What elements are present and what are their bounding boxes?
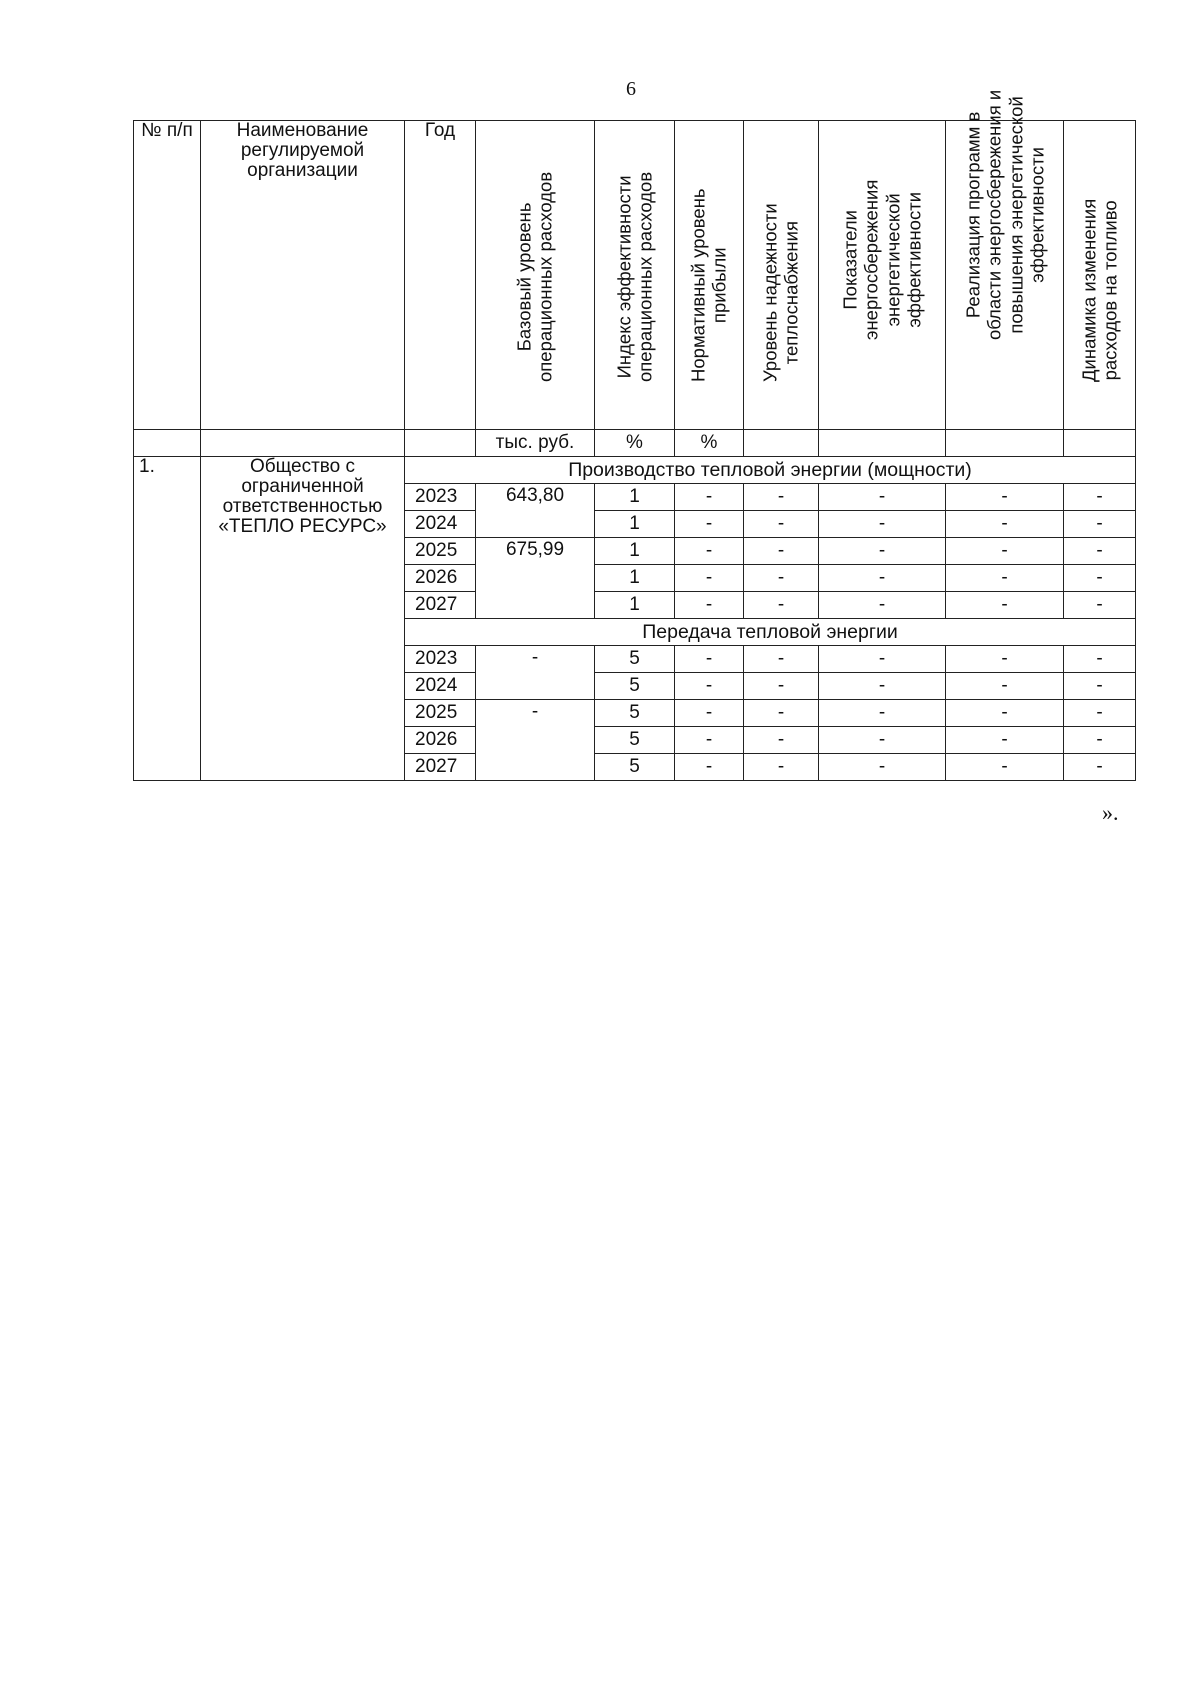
header-energy-saving-programs: Реализация программ в области энергосбережения и повышения энергетической эффективности: [946, 121, 1064, 430]
table-row: 2023 - 5 - - - - -: [134, 646, 1136, 673]
base-opex-value: -: [476, 646, 595, 700]
header-efficiency-index: Индекс эффективности операционных расходов: [595, 121, 675, 430]
header-fuel-dynamics: Динамика изменения расходов на топливо: [1064, 121, 1136, 430]
section-title: Передача тепловой энергии: [405, 619, 1136, 646]
table-row: 2025 - 5 - - - - -: [134, 700, 1136, 727]
base-opex-value: -: [476, 700, 595, 781]
header-reliability: Уровень надежности теплоснабжения: [744, 121, 819, 430]
header-year: Год: [405, 121, 476, 430]
row-number: 1.: [134, 457, 201, 781]
base-opex-value: 675,99: [476, 538, 595, 619]
header-organization: Наименование регулируемой организации: [201, 121, 405, 430]
header-profit-level: Нормативный уровень прибыли: [675, 121, 744, 430]
efficiency-indicators-table: [133, 89, 1136, 781]
closing-quote: ».: [1102, 800, 1119, 825]
page-number: 6: [626, 78, 636, 100]
table-row: 2024 5 - - - - -: [134, 673, 1136, 700]
header-base-opex: Базовый уровень операционных расходов: [476, 121, 595, 430]
header-num: № п/п: [134, 121, 201, 430]
organization-name: Общество с ограниченной ответственностью «ТЕПЛО РЕСУРС»: [201, 457, 405, 781]
unit-percent: %: [595, 430, 675, 457]
table-row: 2026 5 - - - - -: [134, 727, 1136, 754]
table-row: 2023 643,80 1 - - - - -: [134, 484, 1136, 511]
table-row: 2025 675,99 1 - - - - -: [134, 538, 1136, 565]
table-row: 2027 1 - - - - -: [134, 592, 1136, 619]
table-row: 2024 1 - - - - -: [134, 511, 1136, 538]
table-row: 2027 5 - - - - -: [134, 754, 1136, 781]
header-energy-saving-indicators: Показатели энергосбережения энергетической эффективности: [819, 121, 946, 430]
unit-thousand-rub: тыс. руб.: [476, 430, 595, 457]
unit-percent: %: [675, 430, 744, 457]
base-opex-value: 643,80: [476, 484, 595, 538]
section-title: Производство тепловой энергии (мощности): [405, 457, 1136, 484]
table-row: 2026 1 - - - - -: [134, 565, 1136, 592]
